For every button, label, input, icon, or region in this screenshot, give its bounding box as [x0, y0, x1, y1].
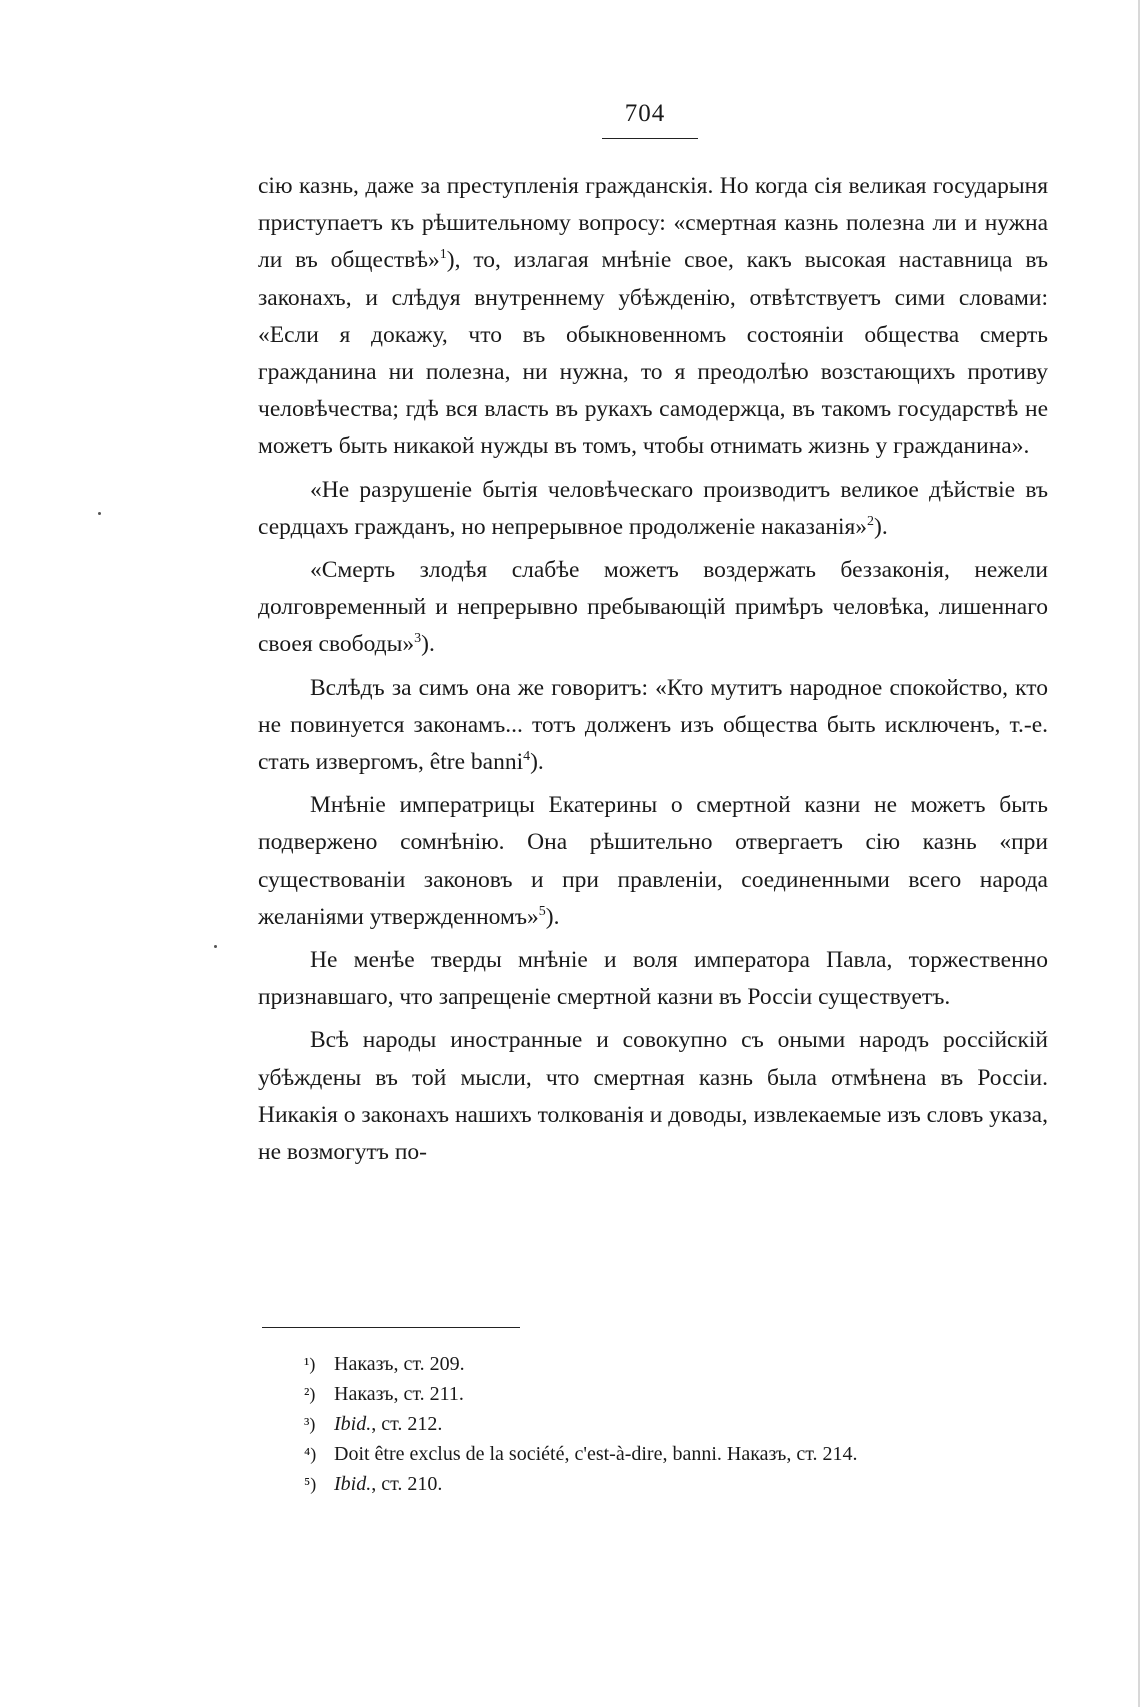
page-number: 704: [624, 100, 666, 127]
paragraph-text: сію казнь, даже за преступленія гражданскія. Но когда сія великая государыня приступаетъ къ рѣшительному вопросу: «смертная казнь полезна ли и нужна ли въ обществѣ»: [258, 173, 1048, 274]
footnote: [304, 1409, 1064, 1439]
footnote-italic: Ibid.: [334, 1473, 372, 1495]
paragraph-text-tail: ).: [530, 749, 544, 776]
paragraph-text-tail: ), то, излагая мнѣніе свое, какъ высокая наставница въ законахъ, и слѣдуя внутреннему убѣжденію, отвѣтствуетъ сими словами: «Если я докажу, что въ обыкновенномъ состояніи общества смерть гражданина ни полезна, ни нужна, то я преодолѣю возстающихъ противу человѣчества; гдѣ вся власть въ рукахъ самодержца, въ такомъ государствѣ не можетъ быть никакой нужды въ томъ, чтобы отнимать жизнь у гражданина».: [258, 247, 1048, 460]
paragraph-text-tail: ).: [545, 903, 560, 930]
footnote-ref: 1: [439, 247, 447, 263]
footnote-ref: 5: [538, 903, 546, 919]
footnote-text: , ст. 210.: [371, 1473, 443, 1495]
footnote-italic: Ibid.: [334, 1413, 372, 1435]
footnote-ref: 3: [414, 631, 422, 647]
footnote-text: , ст. 212.: [371, 1413, 443, 1435]
paragraph: [258, 1022, 1048, 1171]
footnote-text: Наказъ, ст. 211.: [334, 1383, 464, 1405]
page-number-rule: [602, 138, 698, 139]
footnote-mark: ³): [304, 1414, 316, 1434]
footnote-rule: [262, 1327, 520, 1328]
footnote: [304, 1379, 1064, 1409]
footnote-mark: ¹): [304, 1354, 316, 1374]
paragraph: [258, 168, 1048, 466]
paragraph: [258, 787, 1048, 936]
body-text: [258, 168, 1048, 1171]
footnote-text: Наказъ, ст. 209.: [334, 1353, 465, 1375]
paragraph-text: «Не разрушеніе бытія человѣческаго производитъ великое дѣйствіе въ сердцахъ гражданъ, но непрерывное продолженіе наказанія»: [258, 476, 1048, 540]
footnote: [304, 1469, 1064, 1499]
paragraph: [258, 670, 1048, 782]
paragraph-text: Всѣ народы иностранные и совокупно съ оными народъ россійскій убѣждены въ той мысли, что смертная казнь была отмѣнена въ Россіи. Никакія о законахъ нашихъ толкованія и доводы, извлекаемые изъ словъ указа, не возмогутъ по-: [258, 1027, 1048, 1166]
footnote: [304, 1349, 1064, 1379]
paragraph-text: Не менѣе тверды мнѣніе и воля императора Павла, торжественно признавшаго, что запрещеніе смертной казни въ Россіи существуетъ.: [258, 947, 1048, 1011]
footnote: [304, 1439, 1064, 1469]
paragraph-text: Мнѣніе императрицы Екатерины о смертной казни не можетъ быть подвержено сомнѣнію. Она рѣшительно отвергаетъ сію казнь «при существованіи законовъ и при правленіи, соединенными всего народа желаніями утвержденномъ»: [258, 792, 1048, 930]
footnote-mark: ²): [304, 1384, 316, 1404]
footnote-ref: 4: [523, 749, 531, 765]
scan-speck: [214, 945, 217, 948]
paragraph: [258, 942, 1048, 1016]
scan-speck: [98, 512, 101, 515]
footnotes: [304, 1349, 1064, 1499]
paragraph: [258, 472, 1048, 546]
paragraph-text-tail: ).: [874, 513, 888, 540]
footnote-mark: ⁵): [304, 1474, 317, 1494]
footnote-ref: 2: [867, 513, 875, 529]
paragraph: [258, 552, 1048, 664]
footnote-mark: ⁴): [304, 1444, 317, 1464]
footnote-text: Doit être exclus de la société, c'est-à-dire, banni. Наказъ, ст. 214.: [334, 1443, 858, 1465]
paragraph-text-tail: ).: [421, 631, 435, 658]
paragraph-text: «Смерть злодѣя слабѣе можетъ воздержать беззаконія, нежели долговременный и непрерывно пребывающій примѣръ человѣка, лишеннаго своея свободы»: [258, 557, 1048, 658]
paragraph-text: Вслѣдъ за симъ она же говоритъ: «Кто мутитъ народное спокойство, кто не повинуется законамъ... тотъ долженъ изъ общества быть исключенъ, т.-е. стать извергомъ, être banni: [258, 674, 1048, 776]
